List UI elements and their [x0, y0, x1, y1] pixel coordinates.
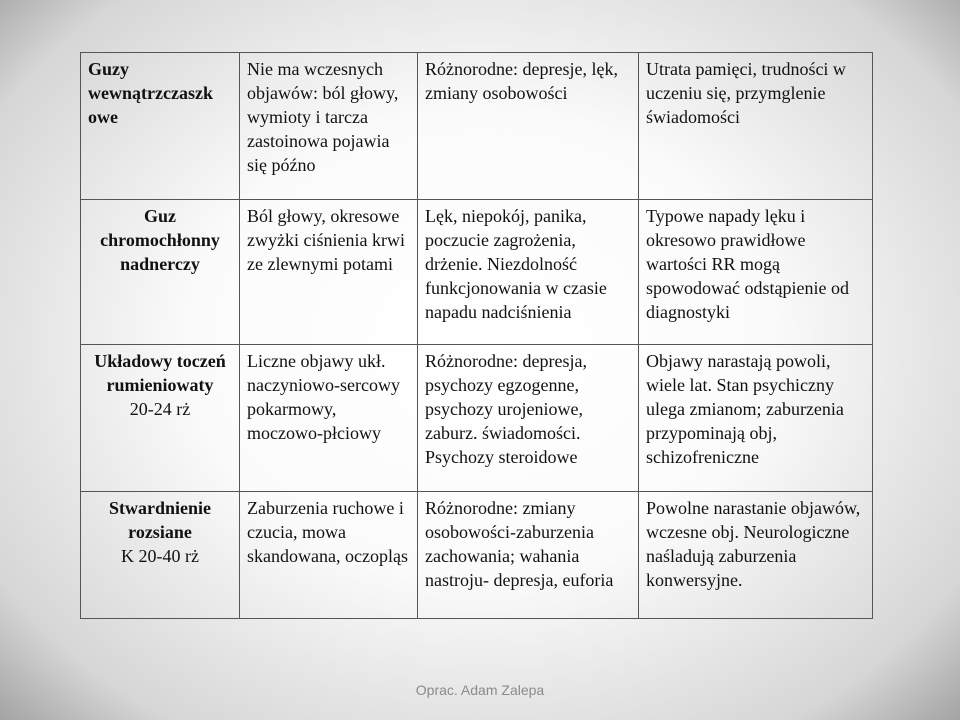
table-row — [81, 492, 873, 619]
table-row — [81, 53, 873, 200]
psychiatric-cell: Lęk, niepokój, panika, poczucie zagrożenia, drżenie. Niezdolność funkcjonowania w czasie napadu nadciśnienia — [418, 200, 639, 345]
disease-name-cell — [81, 345, 240, 492]
psychiatric-cell: Różnorodne: depresje, lęk, zmiany osobowości — [418, 53, 639, 200]
disease-table — [80, 52, 873, 619]
psychiatric-cell: Różnorodne: depresja, psychozy egzogenne, psychozy urojeniowe, zaburz. świadomości. Psychozy steroidowe — [418, 345, 639, 492]
disease-name-cell — [81, 200, 240, 345]
disease-name: Stwardnienie rozsiane — [108, 498, 211, 542]
notes-cell: Objawy narastają powoli, wiele lat. Stan psychiczny ulega zmianom; zaburzenia przypominają obj, schizofreniczne — [639, 345, 873, 492]
disease-age: 20-24 rż — [129, 399, 191, 419]
disease-name-cell — [81, 53, 240, 200]
table-row — [81, 345, 873, 492]
symptoms-cell: Zaburzenia ruchowe i czucia, mowa skandowana, oczopląs — [240, 492, 418, 619]
disease-name-cell — [81, 492, 240, 619]
psychiatric-cell: Różnorodne: zmiany osobowości-zaburzenia zachowania; wahania nastroju- depresja, euforia — [418, 492, 639, 619]
disease-name-line: wewnątrzczaszk — [88, 83, 213, 103]
symptoms-cell: Ból głowy, okresowe zwyżki ciśnienia krwi ze zlewnymi potami — [240, 200, 418, 345]
notes-cell: Utrata pamięci, trudności w uczeniu się, przymglenie świadomości — [639, 53, 873, 200]
disease-age: K 20-40 rż — [121, 546, 199, 566]
notes-cell: Powolne narastanie objawów, wczesne obj. Neurologiczne naśladują zaburzenia konwersyjne. — [639, 492, 873, 619]
disease-name: Układowy toczeń rumieniowaty — [94, 351, 226, 395]
disease-name-line: owe — [88, 107, 118, 127]
footer-credit: Oprac. Adam Zalepa — [415, 682, 545, 698]
table-row — [81, 200, 873, 345]
symptoms-cell: Nie ma wczesnych objawów: ból głowy, wymioty i tarcza zastoinowa pojawia się późno — [240, 53, 418, 200]
disease-name-line: Guzy — [88, 59, 130, 79]
notes-cell: Typowe napady lęku i okresowo prawidłowe wartości RR mogą spowodować odstąpienie od diagnostyki — [639, 200, 873, 345]
disease-name: Guz chromochłonny nadnerczy — [100, 206, 220, 274]
symptoms-cell: Liczne objawy ukł. naczyniowo-sercowy pokarmowy, moczowo-płciowy — [240, 345, 418, 492]
